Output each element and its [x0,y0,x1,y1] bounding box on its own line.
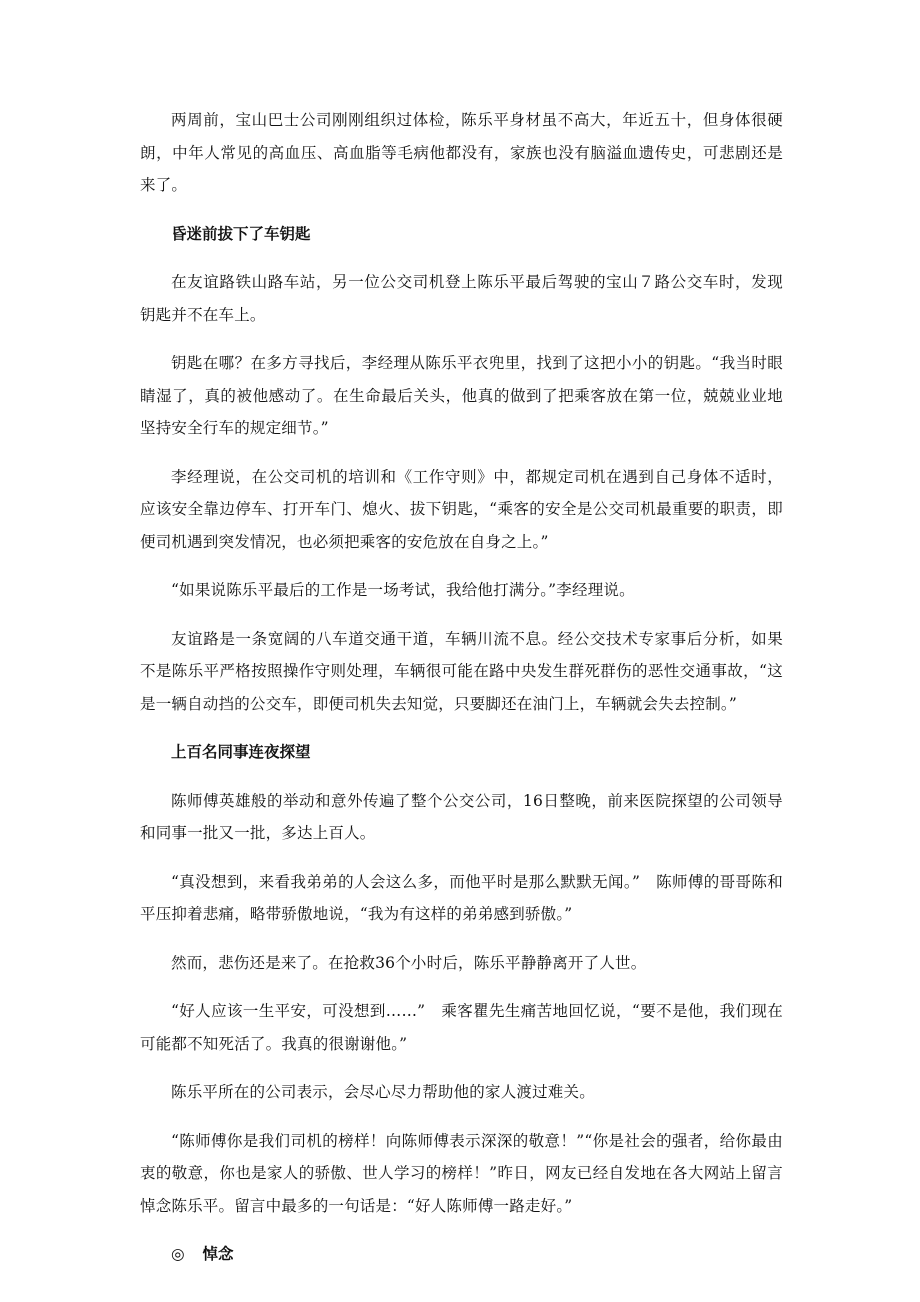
paragraph-8: “真没想到，来看我弟弟的人会这么多，而他平时是那么默默无闻。” 陈师傅的哥哥陈和平压抑着悲痛，略带骄傲地说，“我为有这样的弟弟感到骄傲。” [140,872,783,923]
paragraph-2: 在友谊路铁山路车站，另一位公交司机登上陈乐平最后驾驶的宝山７路公交车时，发现钥匙并不在车上。 [140,273,783,324]
paragraph-3: 钥匙在哪？在多方寻找后，李经理从陈乐平衣兜里，找到了这把小小的钥匙。“我当时眼睛湿了，真的被他感动了。在生命最后关头，他真的做到了把乘客放在第一位，兢兢业业地坚持安全行车的规定细节。” [140,354,783,437]
paragraph-6: 友谊路是一条宽阔的八车道交通干道，车辆川流不息。经公交技术专家事后分析，如果不是陈乐平严格按照操作守则处理，车辆很可能在路中央发生群死群伤的恶性交通事故，“这是一辆自动挡的公交车，即便司机失去知觉，只要脚还在油门上，车辆就会失去控制。” [140,629,783,713]
paragraph-5: “如果说陈乐平最后的工作是一场考试，我给他打满分。”李经理说。 [171,581,635,599]
bullet-icon: ◎ [171,1245,185,1263]
section-heading-colleagues: 上百名同事连夜探望 [171,743,311,761]
paragraph-1: 两周前，宝山巴士公司刚刚组织过体检，陈乐平身材虽不高大，年近五十，但身体很硬朗，中年人常见的高血压、高血脂等毛病他都没有，家族也没有脑溢血遗传史，可悲剧还是来了。 [140,111,783,194]
section-heading-key: 昏迷前拔下了车钥匙 [171,224,311,243]
paragraph-4: 李经理说，在公交司机的培训和《工作守则》中，都规定司机在遇到自己身体不适时，应该安全靠边停车、打开车门、熄火、拔下钥匙，“乘客的安全是公交司机最重要的职责，即便司机遇到突发情况，也必须把乘客的安危放在自身之上。” [140,467,783,551]
section-heading-mourning-text: 悼念 [202,1245,234,1263]
paragraph-12: “陈师傅你是我们司机的榜样！向陈师傅表示深深的敬意！”“你是社会的强者，给你最由衷的敬意，你也是家人的骄傲、世人学习的榜样！”昨日，网友已经自发地在各大网站上留言悼念陈乐平。留言中最多的一句话是：“好人陈师傅一路走好。” [140,1131,783,1215]
section-heading-mourning [140,1238,783,1271]
paragraph-7: 陈师傅英雄般的举动和意外传遍了整个公交公司，16日整晚，前来医院探望的公司领导和同事一批又一批，多达上百人。 [140,791,783,842]
paragraph-9: 然而，悲伤还是来了。在抢救36个小时后，陈乐平静静离开了人世。 [171,953,647,972]
paragraph-11: 陈乐平所在的公司表示，会尽心尽力帮助他的家人渡过难关。 [171,1083,595,1101]
paragraph-10: “好人应该一生平安，可没想到……” 乘客瞿先生痛苦地回忆说，“要不是他，我们现在可能都不知死活了。我真的很谢谢他。” [140,1002,783,1053]
article-body [140,104,783,1271]
